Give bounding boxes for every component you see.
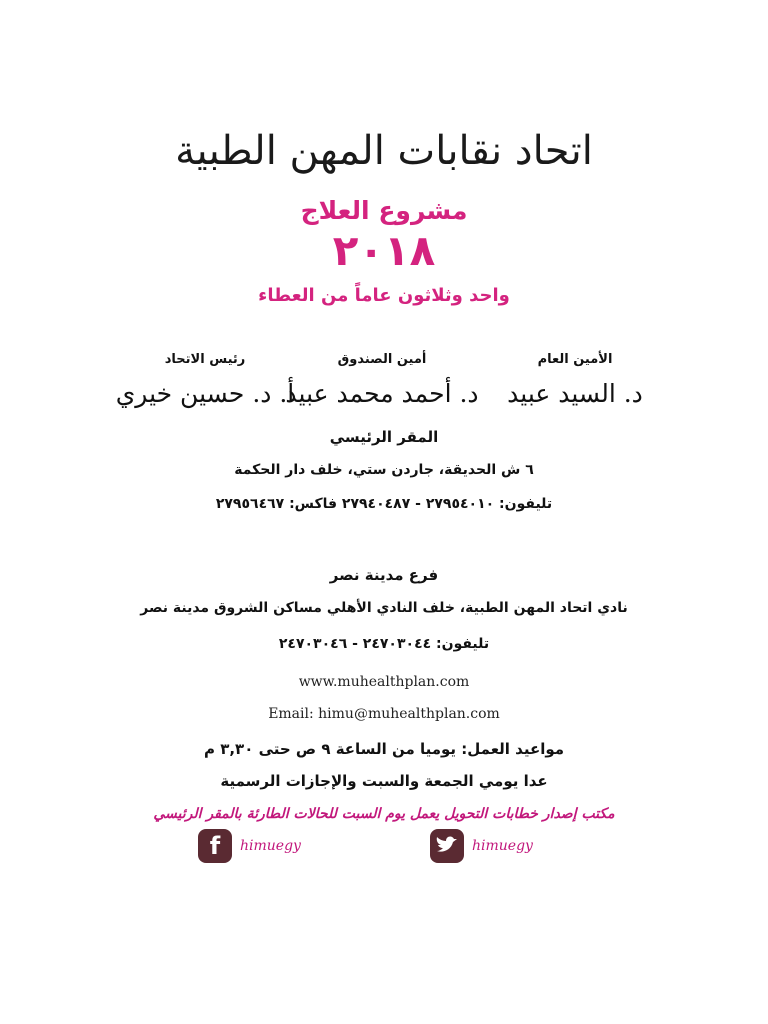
working-hours: مواعيد العمل: يوميا من الساعة ٩ ص حتى ٣,٣٠ م <box>203 740 565 758</box>
branch-address: نادي اتحاد المهن الطبية، خلف النادي الأهلي مساكن الشروق مدينة نصر <box>140 600 628 616</box>
hq-title: المقر الرئيسي <box>329 428 439 446</box>
officer-name: أ. د. حسين خيري <box>115 379 295 408</box>
officer-role: أمين الصندوق <box>337 352 427 367</box>
emergency-notice: مكتب إصدار خطابات التحويل يعمل يوم السبت للحالات الطارئة بالمقر الرئيسي <box>153 806 615 822</box>
officer-president <box>85 352 325 408</box>
twitter-icon[interactable] <box>430 829 464 863</box>
twitter-link[interactable] <box>430 828 533 864</box>
union-name: اتحاد نقابات المهن الطبية <box>175 128 593 174</box>
facebook-icon[interactable]: f <box>198 829 232 863</box>
twitter-handle[interactable]: himuegy <box>472 838 533 854</box>
officer-name: د. أحمد محمد عبيد <box>285 379 479 408</box>
email-link[interactable]: Email: himu@muhealthplan.com <box>268 706 500 722</box>
year: ٢٠١٨ <box>332 226 436 275</box>
branch-title: فرع مدينة نصر <box>329 566 439 584</box>
officer-name: د. السيد عبيد <box>507 379 643 408</box>
working-hours-exception: عدا يومي الجمعة والسبت والإجازات الرسمية <box>220 772 548 790</box>
branch-phone: تليفون: ٢٤٧٠٣٠٤٤ - ٢٤٧٠٣٠٤٦ <box>278 636 490 652</box>
project-title: مشروع العلاج <box>300 196 468 225</box>
officer-role: رئيس الاتحاد <box>164 352 246 367</box>
facebook-handle[interactable]: himuegy <box>240 838 301 854</box>
hq-phone: تليفون: ٢٧٩٥٤٠١٠ - ٢٧٩٤٠٤٨٧ فاكس: ٢٧٩٥٦٤٦٧ <box>215 496 553 512</box>
facebook-link[interactable] <box>198 828 301 864</box>
website-link[interactable]: www.muhealthplan.com <box>298 674 470 690</box>
officer-role: الأمين العام <box>537 352 613 367</box>
tagline: واحد وثلاثون عاماً من العطاء <box>258 285 510 306</box>
hq-address: ٦ ش الحديقة، جاردن ستي، خلف دار الحكمة <box>234 462 534 478</box>
